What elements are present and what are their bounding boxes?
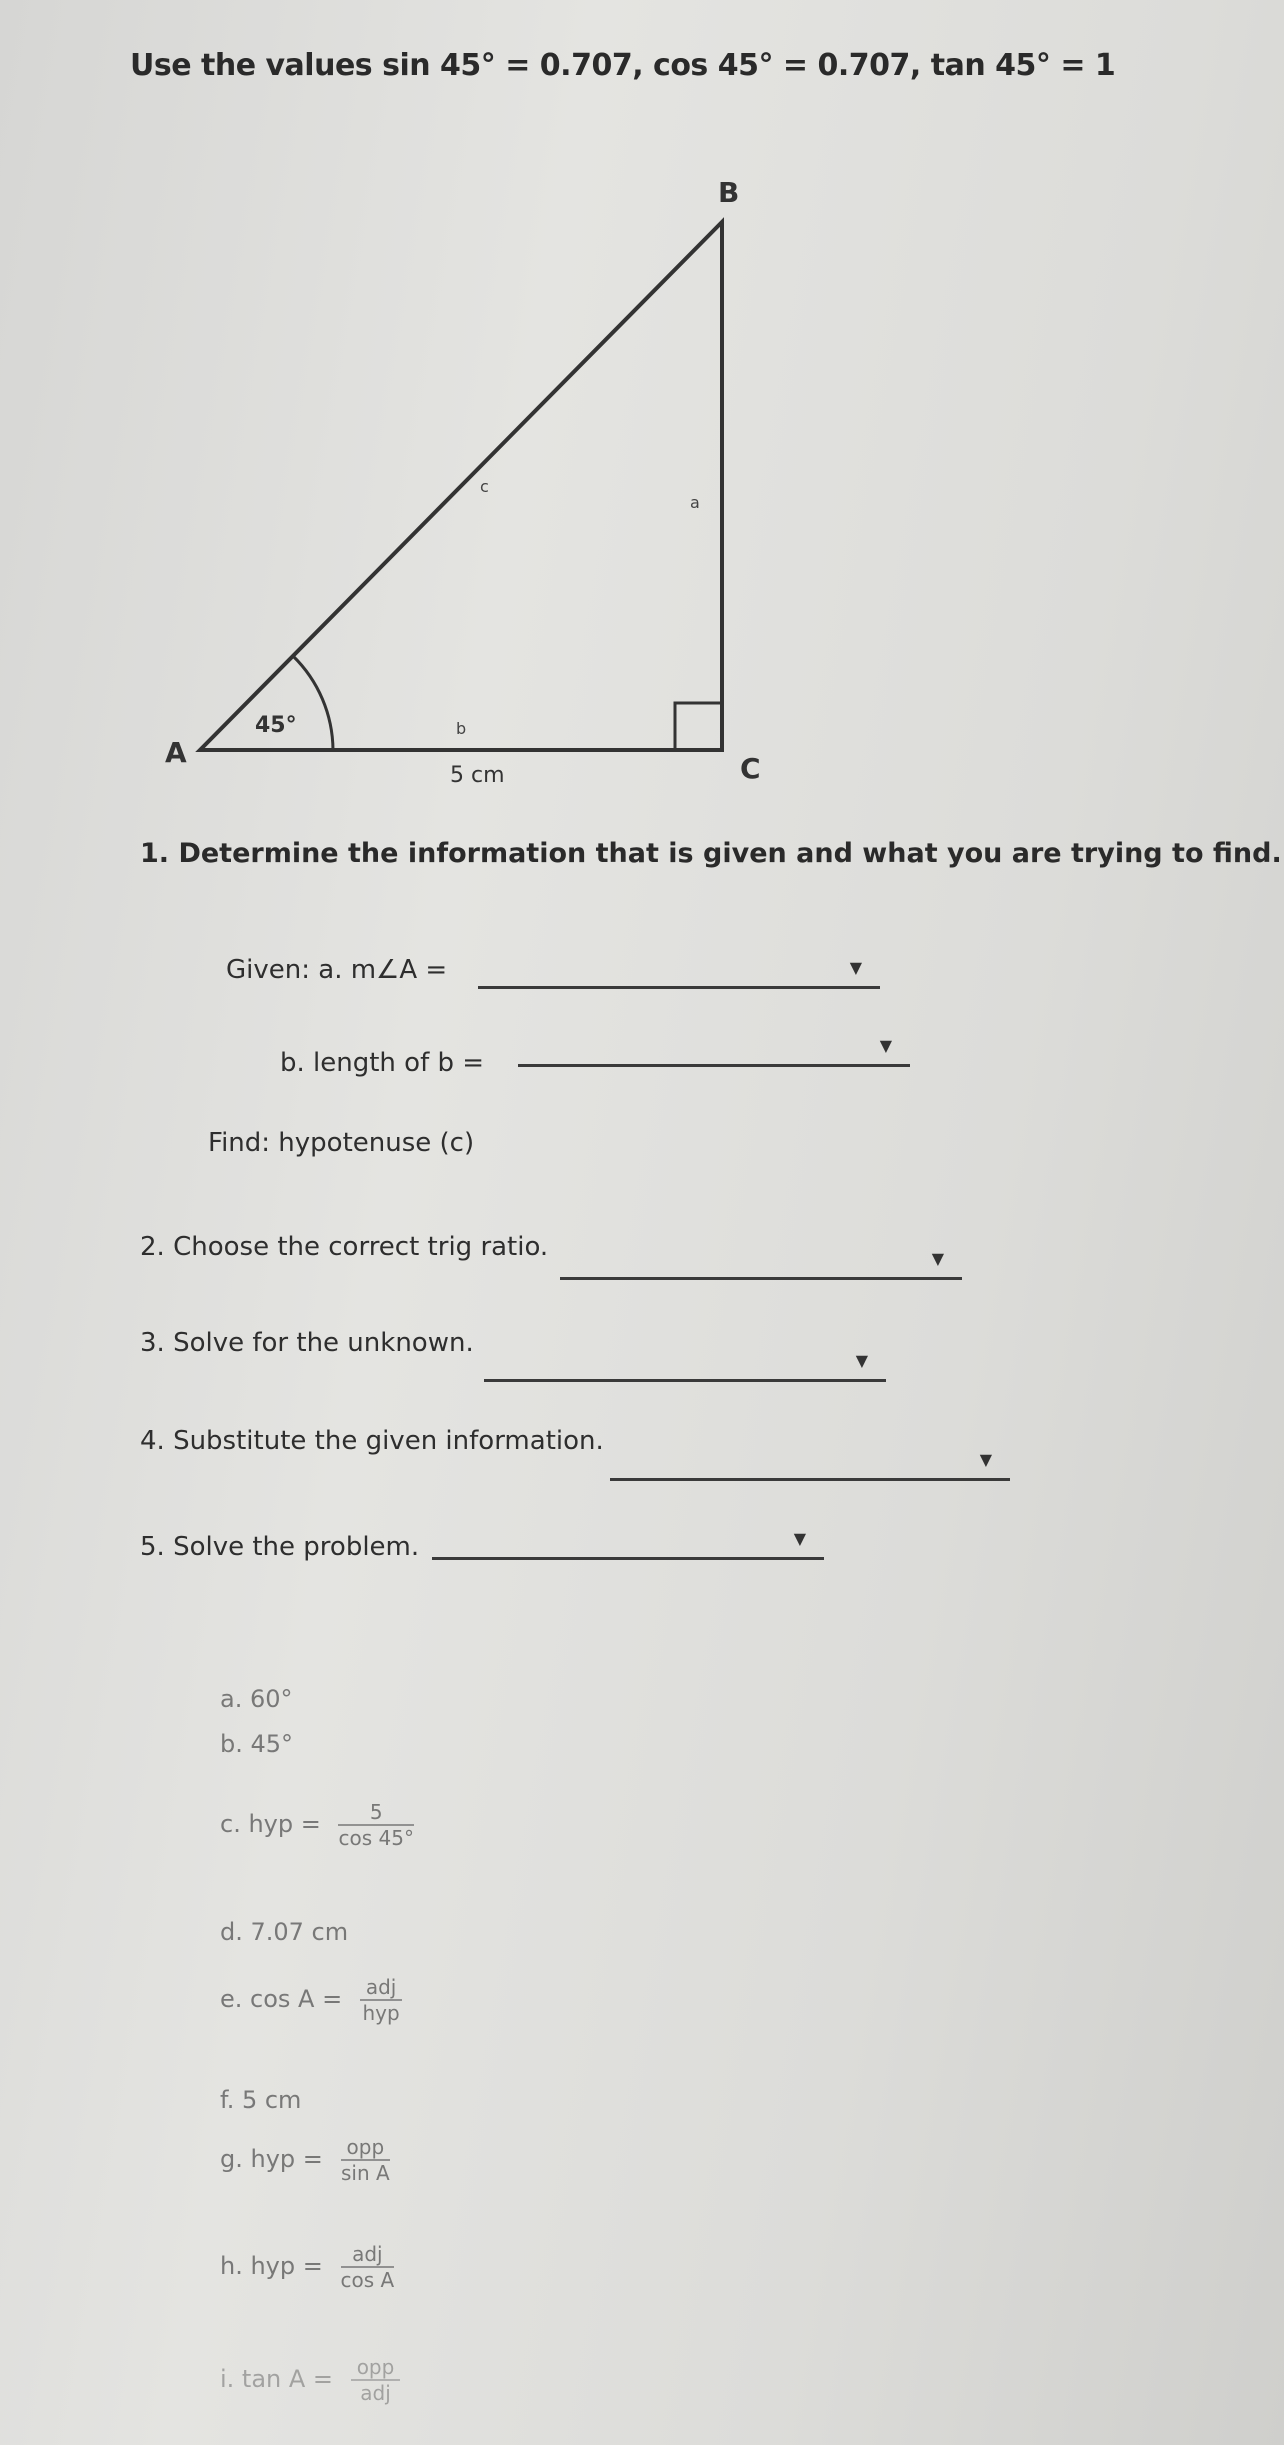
given-b-label: b. length of b = [280, 1048, 485, 1078]
vertex-b-label: B [718, 176, 740, 209]
step-2-label: 2. Choose the correct trig ratio. [140, 1232, 549, 1262]
side-b-label: b [456, 719, 467, 738]
option-h-denominator: cos A [340, 2268, 395, 2292]
option-i-prefix: i. tan A = [220, 2365, 334, 2393]
step-3-dropdown[interactable] [484, 1345, 886, 1382]
option-e-denominator: hyp [362, 2001, 400, 2025]
angle-a-label: 45° [255, 713, 297, 738]
side-a-label: a [690, 493, 700, 512]
option-g-prefix: g. hyp = [220, 2145, 323, 2173]
option-g [220, 2135, 390, 2185]
find-label: Find: hypotenuse (c) [208, 1128, 475, 1158]
base-length-label: 5 cm [450, 763, 505, 788]
step-5-label: 5. Solve the problem. [140, 1532, 420, 1562]
vertex-a-label: A [165, 736, 187, 769]
option-e [220, 1975, 402, 2025]
instruction-text: Use the values sin 45° = 0.707, cos 45° = 0.707, tan 45° = 1 [130, 48, 1116, 83]
option-e-fraction [360, 1975, 403, 2025]
option-h-fraction [341, 2242, 395, 2292]
side-c-label: c [480, 477, 489, 496]
right-angle-marker [675, 703, 722, 750]
question-1: 1. Determine the information that is given and what you are trying to find. [140, 838, 1282, 869]
option-i-denominator: adj [360, 2381, 391, 2405]
given-b-dropdown[interactable] [518, 1030, 910, 1067]
option-c-prefix: c. hyp = [220, 1810, 321, 1838]
option-c [220, 1800, 414, 1850]
given-a-dropdown[interactable] [478, 952, 880, 989]
option-b: b. 45° [220, 1730, 294, 1758]
chevron-down-icon: ▼ [855, 1351, 868, 1370]
chevron-down-icon: ▼ [879, 1036, 892, 1055]
angle-a-arc [293, 656, 333, 750]
option-d: d. 7.07 cm [220, 1918, 349, 1946]
option-c-denominator: cos 45° [338, 1826, 414, 1850]
chevron-down-icon: ▼ [849, 958, 862, 977]
option-i [220, 2355, 400, 2405]
option-i-numerator: opp [351, 2355, 401, 2381]
option-g-fraction [341, 2135, 391, 2185]
option-h-prefix: h. hyp = [220, 2252, 323, 2280]
option-f: f. 5 cm [220, 2086, 302, 2114]
chevron-down-icon: ▼ [931, 1249, 944, 1268]
chevron-down-icon: ▼ [979, 1450, 992, 1469]
given-a-label: Given: a. m∠A = [226, 955, 448, 985]
step-3-label: 3. Solve for the unknown. [140, 1328, 474, 1358]
option-c-numerator: 5 [338, 1800, 413, 1826]
vertex-c-label: C [740, 752, 761, 785]
option-a: a. 60° [220, 1685, 293, 1713]
option-e-prefix: e. cos A = [220, 1985, 343, 2013]
step-2-dropdown[interactable] [560, 1243, 962, 1280]
option-i-fraction [351, 2355, 401, 2405]
step-5-dropdown[interactable] [432, 1523, 824, 1560]
option-c-fraction [338, 1800, 413, 1850]
option-h [220, 2242, 394, 2292]
chevron-down-icon: ▼ [793, 1529, 806, 1548]
option-e-numerator: adj [360, 1975, 403, 2001]
option-g-denominator: sin A [341, 2161, 390, 2185]
option-g-numerator: opp [341, 2135, 391, 2161]
triangle-diagram [160, 160, 800, 820]
triangle-shape [200, 222, 722, 750]
option-h-numerator: adj [341, 2242, 395, 2268]
step-4-label: 4. Substitute the given information. [140, 1426, 604, 1456]
step-4-dropdown[interactable] [610, 1444, 1010, 1481]
